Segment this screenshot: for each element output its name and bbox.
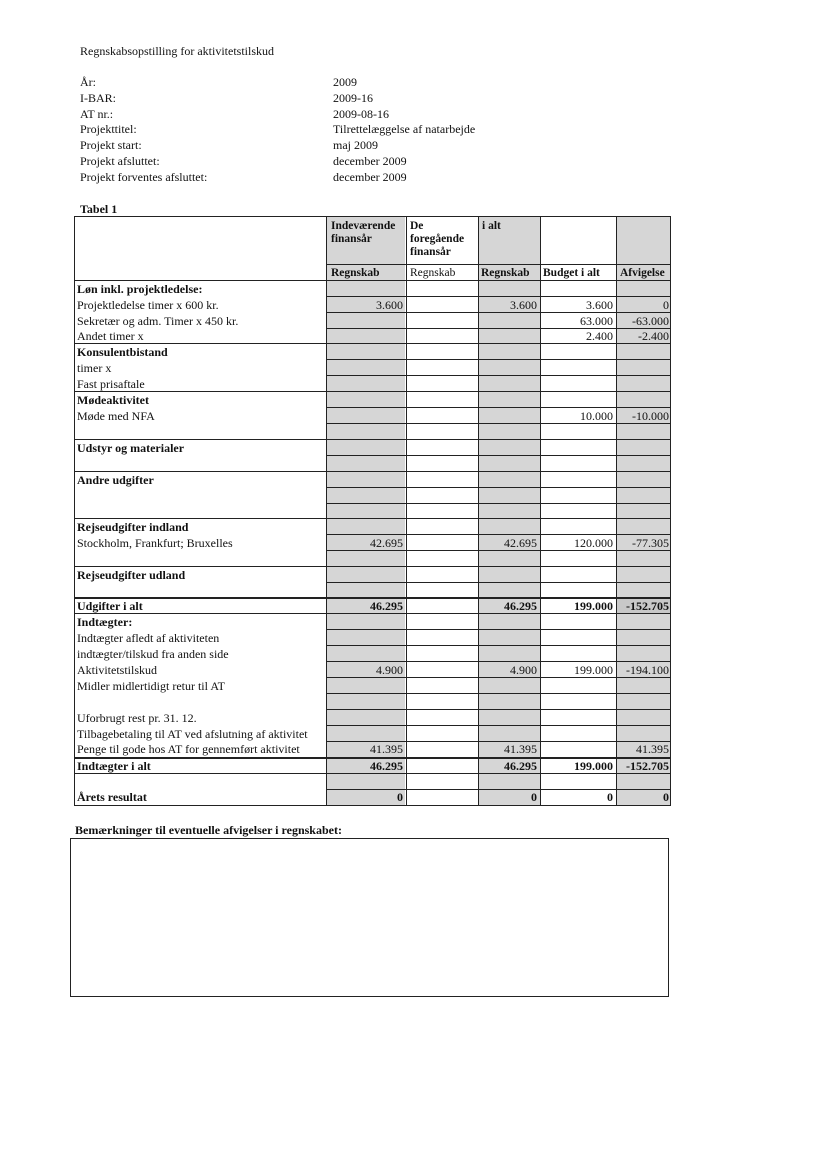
subheader-previous: Regnskab xyxy=(410,267,456,279)
row-divider xyxy=(326,455,671,456)
row-divider xyxy=(326,264,671,265)
meta-at-label: AT nr.: xyxy=(80,107,114,121)
col-divider xyxy=(406,217,407,805)
cell-current-activity-grant: 4.900 xyxy=(376,663,403,677)
meta-title-label: Projekttitel: xyxy=(80,122,137,136)
row-label-nfa-meeting: Møde med NFA xyxy=(77,409,155,423)
remarks-box xyxy=(70,838,669,997)
row-divider xyxy=(326,725,671,726)
row-label-other-grants: indtægter/tilskud fra anden side xyxy=(77,647,229,661)
header-previous-years: De foregående finansår xyxy=(410,220,465,258)
cell-budget-activity-grant: 199.000 xyxy=(574,663,613,677)
meta-start-value: maj 2009 xyxy=(333,138,378,152)
cell-deviation-receivable: 41.395 xyxy=(636,742,669,756)
cell-current-project-management: 3.600 xyxy=(376,298,403,312)
meta-expected-label: Projekt forventes afsluttet: xyxy=(80,170,208,184)
row-label-temporary-return: Midler midlertidigt retur til AT xyxy=(77,679,225,693)
cell-total-project-management: 3.600 xyxy=(510,298,537,312)
cell-total-total-income: 46.295 xyxy=(504,759,537,773)
cell-deviation-secretary: -63.000 xyxy=(632,314,669,328)
row-divider xyxy=(326,487,671,488)
row-label-annual-result: Årets resultat xyxy=(77,790,147,804)
meta-title-value: Tilrettelæggelse af natarbejde xyxy=(333,122,476,136)
row-label-derived-income: Indtægter afledt af aktiviteten xyxy=(77,631,220,645)
table-label: Tabel 1 xyxy=(80,202,118,216)
remarks-label: Bemærkninger til eventuelle afvigelser i regnskabet: xyxy=(75,823,342,837)
cell-total-total-expenses: 46.295 xyxy=(504,599,537,613)
row-divider xyxy=(326,645,671,646)
row-label-total-income: Indtægter i alt xyxy=(77,759,151,773)
row-divider xyxy=(74,518,671,519)
cell-budget-total-expenses: 199.000 xyxy=(574,599,613,613)
col-divider xyxy=(478,217,479,805)
row-label-fixed-price: Fast prisaftale xyxy=(77,377,145,391)
cell-deviation-travel: -77.305 xyxy=(632,536,669,550)
cell-budget-total-income: 199.000 xyxy=(574,759,613,773)
row-label-secretary: Sekretær og adm. Timer x 450 kr. xyxy=(77,314,239,328)
meta-ibar-label: I-BAR: xyxy=(80,91,116,105)
row-label-project-management: Projektledelse timer x 600 kr. xyxy=(77,298,219,312)
meta-at-value: 2009-08-16 xyxy=(333,107,389,121)
document-title: Regnskabsopstilling for aktivitetstilskud xyxy=(80,44,274,58)
row-label-total-expenses: Udgifter i alt xyxy=(77,599,143,613)
row-divider xyxy=(326,359,671,360)
row-label-travel-cities: Stockholm, Frankfurt; Bruxelles xyxy=(77,536,233,550)
cell-total-travel: 42.695 xyxy=(504,536,537,550)
cell-deviation-project-management: 0 xyxy=(663,298,669,312)
cell-total-receivable: 41.395 xyxy=(504,742,537,756)
cell-deviation-total-expenses: -152.705 xyxy=(626,599,669,613)
cell-budget-secretary: 63.000 xyxy=(580,314,613,328)
row-divider xyxy=(326,534,671,535)
row-divider xyxy=(74,566,671,567)
row-divider xyxy=(74,439,671,440)
row-label-other-hours: Andet timer x xyxy=(77,329,144,343)
row-divider xyxy=(326,296,671,297)
meta-end-value: december 2009 xyxy=(333,154,407,168)
row-label-activity-grant: Aktivitetstilskud xyxy=(77,663,158,677)
cell-current-result: 0 xyxy=(397,790,403,804)
cell-total-result: 0 xyxy=(531,790,537,804)
row-label-income-section: Indtægter: xyxy=(77,615,133,629)
cell-deviation-nfa-meeting: -10.000 xyxy=(632,409,669,423)
row-divider xyxy=(326,629,671,630)
row-divider xyxy=(326,693,671,694)
row-divider xyxy=(74,471,671,472)
cell-deviation-result: 0 xyxy=(663,790,669,804)
header-total: i alt xyxy=(482,220,501,232)
row-label-unused-balance: Uforbrugt rest pr. 31. 12. xyxy=(77,711,197,725)
row-divider xyxy=(326,709,671,710)
header-current-year: Indeværende finansår xyxy=(331,220,396,245)
cell-deviation-activity-grant: -194.100 xyxy=(626,663,669,677)
row-divider xyxy=(74,280,671,281)
meta-year-label: År: xyxy=(80,75,96,89)
cell-current-total-income: 46.295 xyxy=(370,759,403,773)
row-label-consultants: Konsulentbistand xyxy=(77,345,168,359)
cell-current-receivable: 41.395 xyxy=(370,742,403,756)
row-label-domestic-travel: Rejseudgifter indland xyxy=(77,520,189,534)
header-deviation: Afvigelse xyxy=(620,267,665,279)
col-divider xyxy=(616,217,617,805)
cell-budget-travel: 120.000 xyxy=(574,536,613,550)
row-label-receivable: Penge til gode hos AT for gennemført aktivitet xyxy=(77,742,300,756)
cell-current-travel: 42.695 xyxy=(370,536,403,550)
meta-expected-value: december 2009 xyxy=(333,170,407,184)
cell-current-total-expenses: 46.295 xyxy=(370,599,403,613)
cell-budget-nfa-meeting: 10.000 xyxy=(580,409,613,423)
header-budget: Budget i alt xyxy=(543,267,600,279)
row-label-foreign-travel: Rejseudgifter udland xyxy=(77,568,186,582)
row-divider xyxy=(326,407,671,408)
meta-ibar-value: 2009-16 xyxy=(333,91,373,105)
subheader-total: Regnskab xyxy=(481,267,530,279)
row-divider xyxy=(326,375,671,376)
row-label-consultant-hours: timer x xyxy=(77,361,112,375)
row-divider xyxy=(74,391,671,392)
cell-budget-other-hours: 2.400 xyxy=(586,329,613,343)
meta-end-label: Projekt afsluttet: xyxy=(80,154,160,168)
meta-year-value: 2009 xyxy=(333,75,357,89)
subheader-current: Regnskab xyxy=(331,267,380,279)
row-label-repayment: Tilbagebetaling til AT ved afslutning af aktivitet xyxy=(77,727,308,741)
cell-deviation-total-income: -152.705 xyxy=(626,759,669,773)
meta-start-label: Projekt start: xyxy=(80,138,142,152)
cell-budget-result: 0 xyxy=(607,790,613,804)
row-divider xyxy=(326,582,671,583)
row-label-equipment: Udstyr og materialer xyxy=(77,441,185,455)
col-divider xyxy=(540,217,541,805)
cell-budget-project-management: 3.600 xyxy=(586,298,613,312)
row-label-meetings: Mødeaktivitet xyxy=(77,393,149,407)
row-divider xyxy=(326,661,671,662)
row-divider xyxy=(326,503,671,504)
col-divider xyxy=(326,217,327,805)
row-label-salary-section: Løn inkl. projektledelse: xyxy=(77,282,203,296)
cell-deviation-other-hours: -2.400 xyxy=(638,329,669,343)
row-label-other-expenses: Andre udgifter xyxy=(77,473,154,487)
cell-total-activity-grant: 4.900 xyxy=(510,663,537,677)
